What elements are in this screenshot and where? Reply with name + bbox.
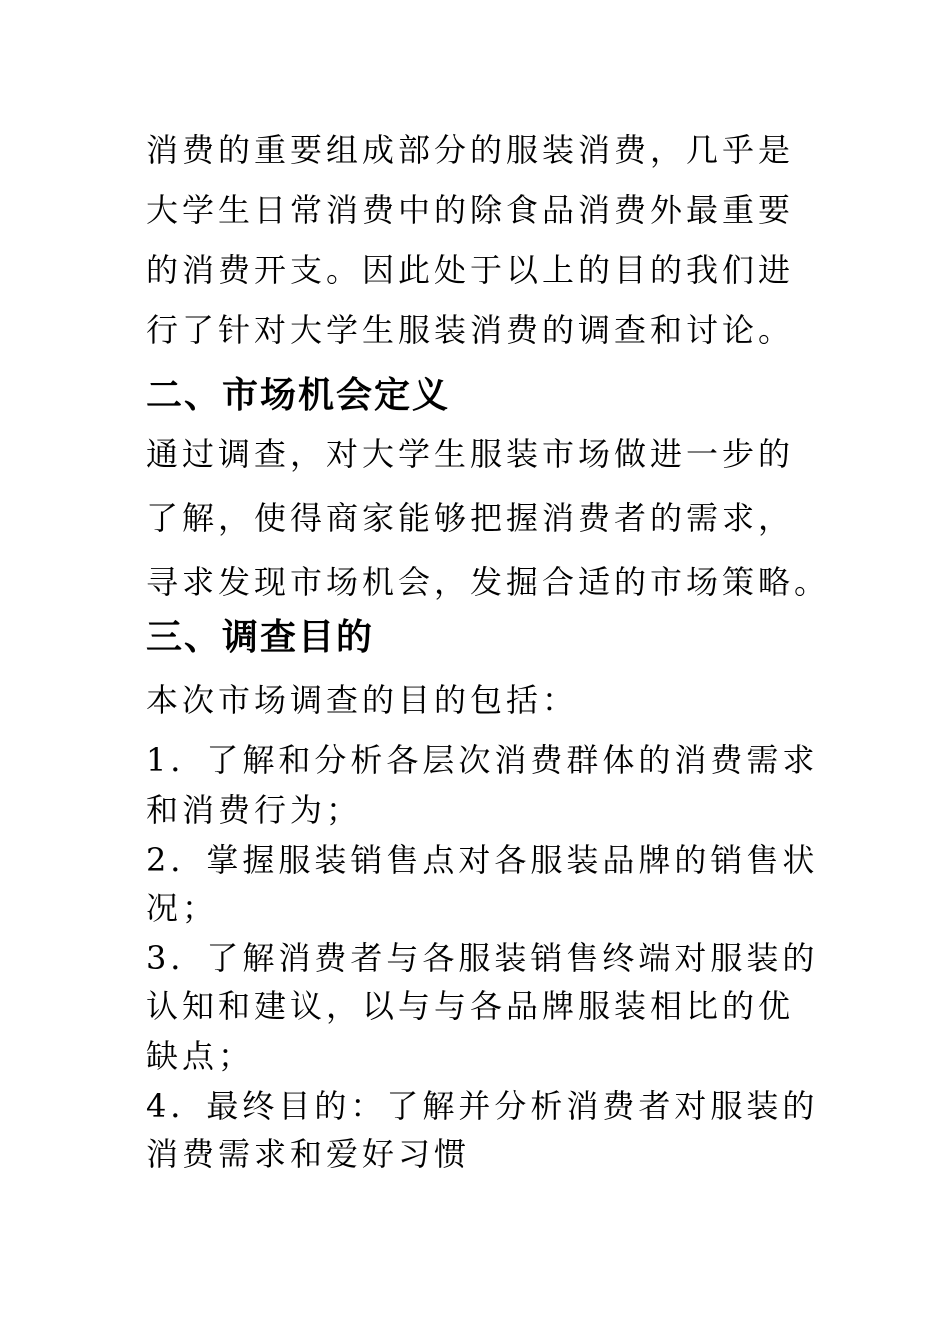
paragraph-line: 了解，使得商家能够把握消费者的需求， — [146, 499, 795, 537]
paragraph-line: 寻求发现市场机会，发掘合适的市场策略。 — [146, 563, 831, 601]
section-3-intro — [146, 680, 810, 720]
list-item-line: 4．最终目的：了解并分析消费者对服装的 — [146, 1087, 819, 1125]
list-item-line: 况； — [146, 889, 219, 927]
paragraph-line: 通过调查，对大学生服装市场做进一步的 — [146, 435, 795, 473]
paragraph-line: 行了针对大学生服装消费的调查和讨论。 — [146, 311, 795, 349]
section-2 — [146, 374, 810, 418]
list-item-line: 缺点； — [146, 1037, 255, 1075]
list-item-line: 2．掌握服装销售点对各服装品牌的销售状 — [146, 841, 819, 879]
section-heading: 三、调查目的 — [146, 617, 375, 658]
paragraph-line: 消费的重要组成部分的服装消费，几乎是 — [146, 131, 795, 169]
list-item — [146, 1086, 819, 1174]
intro-paragraph — [146, 130, 810, 370]
list-item — [146, 840, 819, 928]
list-item-line: 消费需求和爱好习惯 — [146, 1135, 471, 1173]
paragraph-line: 的消费开支。因此处于以上的目的我们进 — [146, 251, 795, 289]
paragraph-line: 本次市场调查的目的包括： — [146, 681, 579, 719]
list-item-line: 认知和建议，以与与各品牌服装相比的优 — [146, 987, 795, 1025]
list-item-line: 3．了解消费者与各服装销售终端对服装的 — [146, 939, 819, 977]
list-item — [146, 740, 819, 830]
section-heading: 二、市场机会定义 — [146, 375, 451, 416]
list-item — [146, 938, 819, 1076]
paragraph-line: 大学生日常消费中的除食品消费外最重要 — [146, 191, 795, 229]
section-2-paragraph — [146, 434, 831, 626]
section-3 — [146, 616, 810, 660]
list-item-line: 和消费行为； — [146, 791, 363, 829]
list-item-line: 1．了解和分析各层次消费群体的消费需求 — [146, 741, 819, 779]
